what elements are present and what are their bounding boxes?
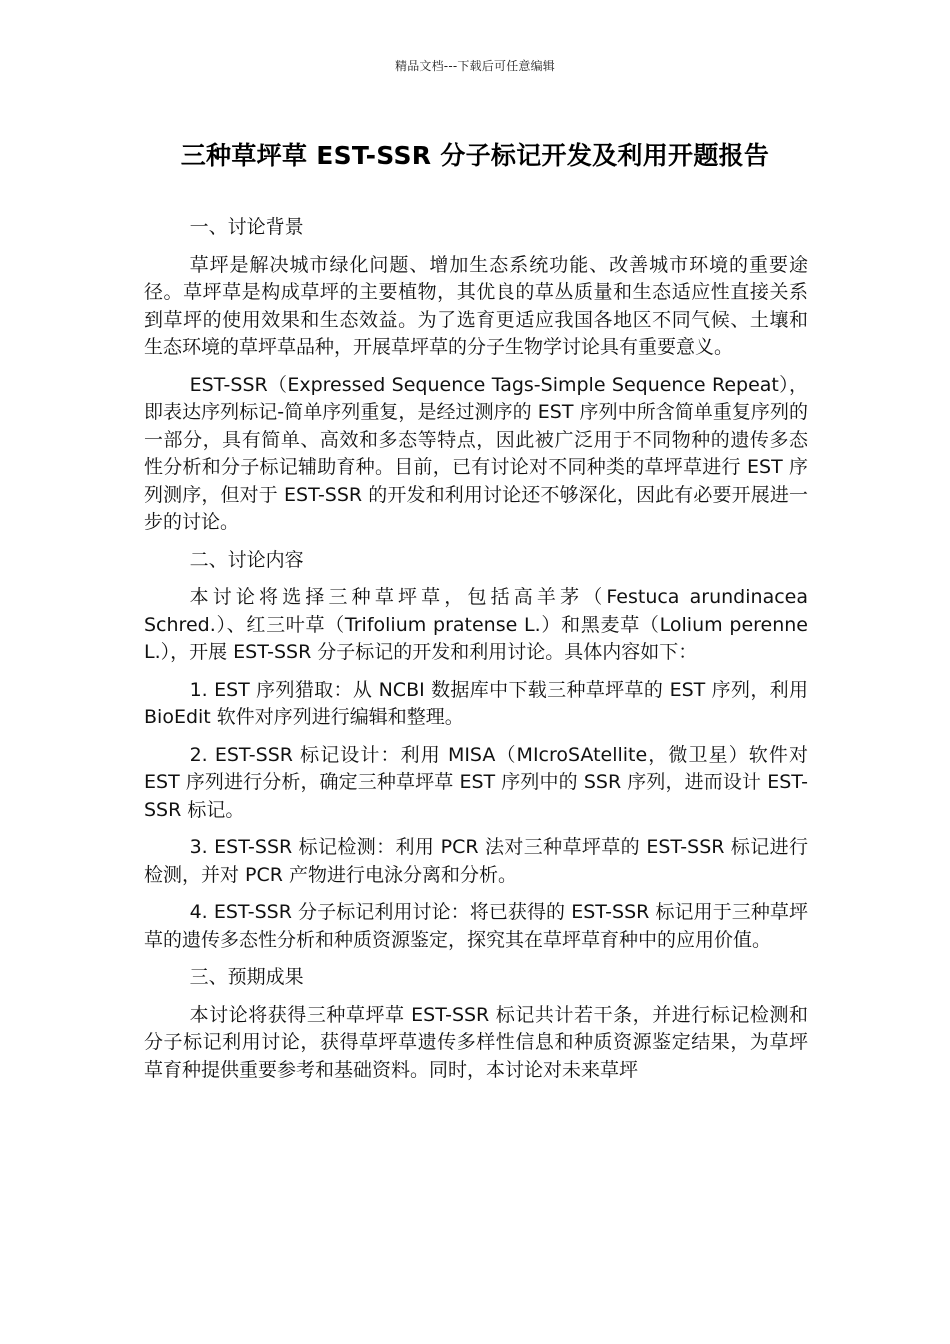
- page-header: 精品文档---下载后可任意编辑: [395, 59, 555, 73]
- paragraph-content-intro: 本讨论将选择三种草坪草，包括高羊茅（Festuca arundinacea Schred.）、红三叶草（Trifolium pratense L.）和黑麦草（Lolium perenne L.），开展 EST-SSR 分子标记的开发和利用讨论。具体内容如下：: [144, 586, 808, 663]
- document-title: 三种草坪草 EST-SSR 分子标记开发及利用开题报告: [180, 141, 770, 170]
- list-item-step-2: 2. EST-SSR 标记设计：利用 MISA（MIcroSAtellite，微卫星）软件对 EST 序列进行分析，确定三种草坪草 EST 序列中的 SSR 序列，进而设计 EST-SSR 标记。: [144, 743, 808, 821]
- list-item-step-3: 3. EST-SSR 标记检测：利用 PCR 法对三种草坪草的 EST-SSR 标记进行检测，并对 PCR 产物进行电泳分离和分析。: [144, 836, 808, 886]
- section-heading-content: 二、讨论内容: [189, 548, 304, 571]
- paragraph-est-ssr-definition: EST-SSR（Expressed Sequence Tags-Simple Sequence Repeat），即表达序列标记-简单序列重复，是经过测序的 EST 序列中所含简单重复序列的一部分，具有简单、高效和多态等特点，因此被广泛用于不同物种的遗传多态性分析和分子标记辅助育种。目前，已有讨论对不同种类的草坪草进行 EST 序列测序，但对于 EST-SSR 的开发和利用讨论还不够深化，因此有必要开展进一步的讨论。: [144, 373, 808, 533]
- document-body: [144, 214, 808, 1094]
- paragraph-background-intro: 草坪是解决城市绿化问题、增加生态系统功能、改善城市环境的重要途径。草坪草是构成草坪的主要植物，其优良的草丛质量和生态适应性直接关系到草坪的使用效果和生态效益。为了选育更适应我国各地区不同气候、土壤和生态环境的草坪草品种，开展草坪草的分子生物学讨论具有重要意义。: [144, 253, 808, 358]
- list-item-step-1: 1. EST 序列猎取：从 NCBI 数据库中下载三种草坪草的 EST 序列，利用 BioEdit 软件对序列进行编辑和整理。: [144, 678, 808, 728]
- paragraph-expected-results: 本讨论将获得三种草坪草 EST-SSR 标记共计若干条，并进行标记检测和分子标记利用讨论，获得草坪草遗传多样性信息和种质资源鉴定结果，为草坪草育种提供重要参考和基础资料。同时，本讨论对未来草坪: [144, 1003, 808, 1081]
- section-heading-expected-results: 三、预期成果: [189, 966, 304, 988]
- section-heading-background: 一、讨论背景: [189, 216, 304, 238]
- list-item-step-4: 4. EST-SSR 分子标记利用讨论：将已获得的 EST-SSR 标记用于三种草坪草的遗传多态性分析和种质资源鉴定，探究其在草坪草育种中的应用价值。: [144, 901, 808, 951]
